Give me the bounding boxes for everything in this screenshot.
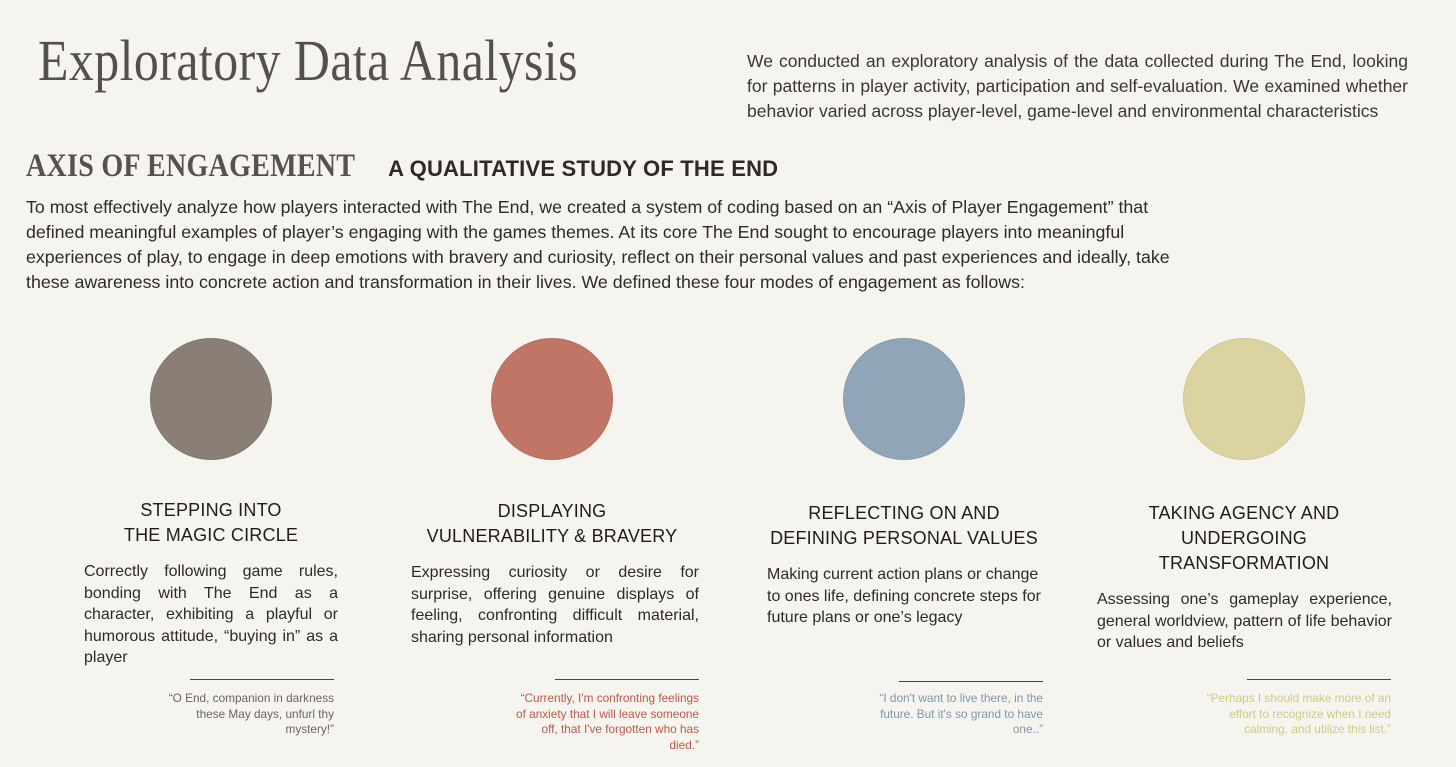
mode-description: Making current action plans or change to ones life, defining concrete steps for future plans or one’s legacy [767,566,1041,626]
mode-title-line2: DEFINING PERSONAL VALUES [770,528,1038,548]
mode-quote: “I don't want to live there, in the future. But it's so grand to have one..” [879,691,1043,736]
mode-title-line1: TAKING AGENCY AND [1148,503,1340,523]
quote-divider [899,681,1043,682]
mode-title-line2: VULNERABILITY & BRAVERY [426,526,678,546]
mode-color-circle [150,338,272,460]
quote-divider [190,679,334,680]
mode-title-line2: UNDERGOING TRANSFORMATION [1158,528,1330,573]
mode-quote: “O End, companion in darkness these May days, unfurl thy mystery!” [168,691,334,736]
mode-quote: “Currently, I'm confronting feelings of anxiety that I will leave someone off, that I've forgotten who has died.” [516,691,699,752]
mode-title-line1: REFLECTING ON AND [808,503,1000,523]
mode-title [402,499,702,549]
mode-card-personal-values [754,338,1054,629]
section-body: To most effectively analyze how players interacted with The End, we created a system of coding based on an “Axis of Player Engagement” that defined meaningful examples of player’s engaging with the games themes. At its core The End sought to encourage players into meaningful experiences of play, to engage in deep emotions with bravery and curiosity, reflect on their personal values and past experiences and ideally, take these awareness into concrete action and transformation in their lives. We defined these four modes of engagement as follows: [26,197,1170,292]
mode-title [754,501,1054,551]
mode-title-line2: THE MAGIC CIRCLE [123,525,299,545]
mode-color-circle [1183,338,1305,460]
intro-paragraph: We conducted an exploratory analysis of the data collected during The End, looking for patterns in player activity, participation and self-evaluation. We examined whether behavior varied across player-level, game-level and environmental characteristics [747,51,1408,121]
mode-color-circle [843,338,965,460]
mode-title [61,498,361,548]
section-heading [26,148,778,185]
page-title: Exploratory Data Analysis [38,28,578,93]
section-heading-sub: A QUALITATIVE STUDY OF THE END [388,156,779,181]
mode-card-magic-circle [61,338,361,669]
quote-divider [1247,679,1391,680]
mode-color-circle [491,338,613,460]
mode-description: Assessing one’s gameplay experience, general worldview, pattern of life behavior or values and beliefs [1097,591,1392,651]
mode-title [1094,501,1394,576]
mode-title-line1: DISPLAYING [497,501,607,521]
section-heading-main: AXIS OF ENGAGEMENT [26,148,356,184]
quote-divider [555,679,699,680]
mode-description: Correctly following game rules, bonding with The End as a character, exhibiting a playful or humorous attitude, “buying in” as a player [84,563,338,666]
mode-title-line1: STEPPING INTO [140,500,282,520]
mode-quote: “Perhaps I should make more of an effort to recognize when I need calming, and utilize this list.” [1206,691,1391,736]
mode-card-vulnerability [402,338,702,648]
mode-description: Expressing curiosity or desire for surprise, offering genuine displays of feeling, confronting difficult material, sharing personal information [411,564,699,646]
mode-card-transformation [1094,338,1394,654]
